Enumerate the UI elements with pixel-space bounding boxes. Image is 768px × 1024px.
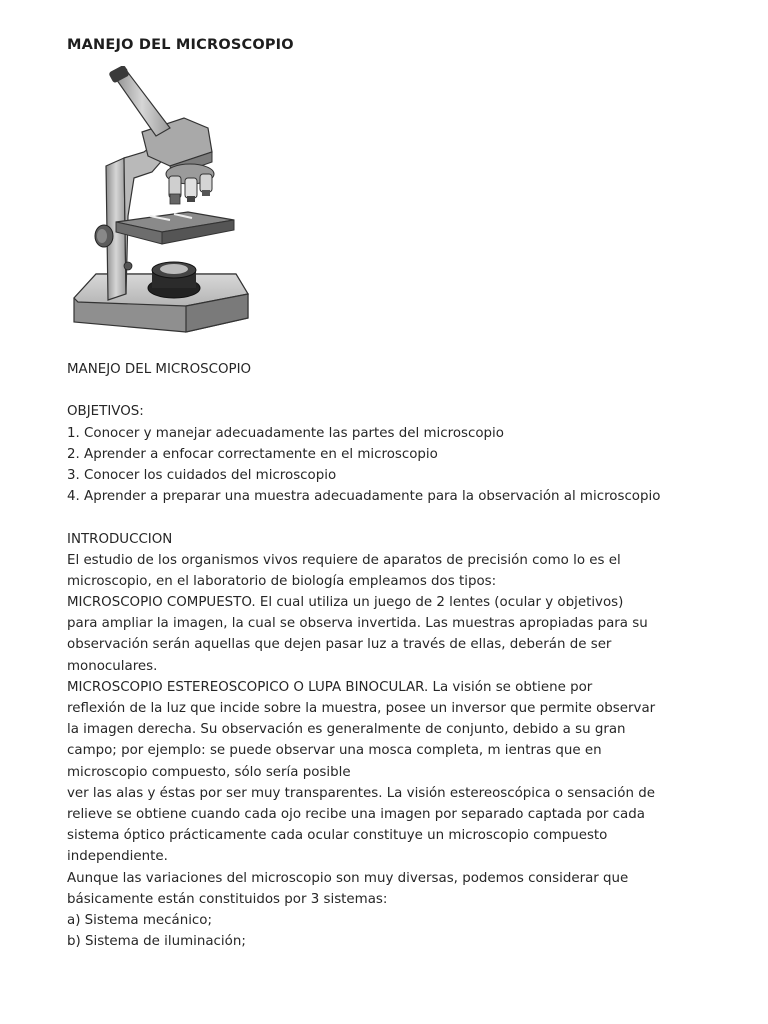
paragraph-line: la imagen derecha. Su observación es generalmente de conjunto, debido a su gran [67,722,626,738]
document-body [67,359,707,952]
paragraph-line: ver las alas y éstas por ser muy transparentes. La visión estereoscópica o sensación de [67,785,655,801]
objectives-heading: OBJETIVOS: [67,404,144,420]
document-title: MANEJO DEL MICROSCOPIO [67,37,294,53]
objective-item: 1. Conocer y manejar adecuadamente las partes del microscopio [67,425,504,441]
paragraph-line: observación serán aquellas que dejen pasar luz a través de ellas, deberán de ser [67,637,612,653]
paragraph-line: relieve se obtiene cuando cada ojo recibe una imagen por separado captada por cada [67,806,645,822]
paragraph-line: básicamente están constituidos por 3 sistemas: [67,891,388,907]
microscope-illustration [66,66,252,358]
paragraph-line: El estudio de los organismos vivos requiere de aparatos de precisión como lo es el [67,552,621,568]
paragraph-line: para ampliar la imagen, la cual se observa invertida. Las muestras apropiadas para su [67,616,648,632]
paragraph-line: sistema óptico prácticamente cada ocular constituye un microscopio compuesto [67,828,608,844]
objective-item: 3. Conocer los cuidados del microscopio [67,467,337,483]
paragraph-line: microscopio, en el laboratorio de biología empleamos dos tipos: [67,573,497,589]
paragraph-line: MICROSCOPIO ESTEREOSCOPICO O LUPA BINOCULAR. La visión se obtiene por [67,679,593,695]
section-subtitle: MANEJO DEL MICROSCOPIO [67,362,252,377]
paragraph-line: campo; por ejemplo: se puede observar una mosca completa, m ientras que en [67,743,602,759]
paragraph-line: microscopio compuesto, sólo sería posible [67,764,351,780]
list-item: a) Sistema mecánico; [67,912,213,928]
paragraph-line: monoculares. [67,658,158,674]
paragraph-line: Aunque las variaciones del microscopio son muy diversas, podemos considerar que [67,870,629,886]
objective-item: 4. Aprender a preparar una muestra adecuadamente para la observación al microscopio [67,489,661,505]
objective-item: 2. Aprender a enfocar correctamente en el microscopio [67,446,438,462]
paragraph-line: independiente. [67,849,168,865]
list-item: b) Sistema de iluminación; [67,934,246,950]
paragraph-line: MICROSCOPIO COMPUESTO. El cual utiliza un juego de 2 lentes (ocular y objetivos) [67,595,624,611]
paragraph-line: reflexión de la luz que incide sobre la muestra, posee un inversor que permite observar [67,701,656,716]
introduction-heading: INTRODUCCION [67,531,173,547]
